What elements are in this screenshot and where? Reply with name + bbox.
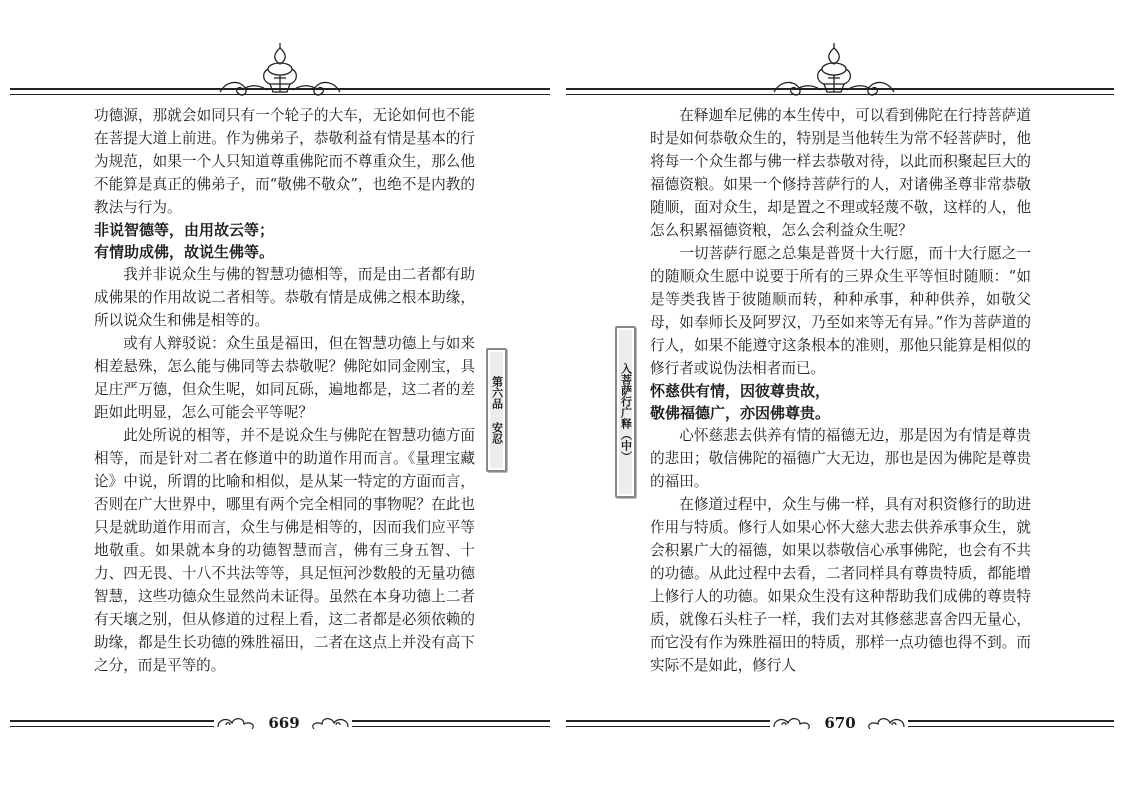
paragraph: 功德源，那就会如同只有一个轮子的大车，无论如何也不能在菩提大道上前进。作为佛弟子，恭敬利益有情是基本的行为规范，如果一个人只知道尊重佛陀而不尊重众生，那么他不能算是真正的佛弟子，而“敬佛不敬众”，也绝不是内教的教法与行为。 (94, 107, 475, 216)
cloud-ornament-icon (864, 713, 908, 733)
cloud-ornament-icon (214, 713, 258, 733)
paragraph: 一切菩萨行愿之总集是普贤十大行愿，而十大行愿之一的随顺众生愿中说要于所有的三界众生平等恒时随顺：“如是等类我皆于彼随顺而转，种种承事，种种供养，如敬父母，如奉师长及阿罗汉，乃至如来等无有异。”作为菩萨道的行人，如果不能遵守这条根本的准则，那他只能算是相似的修行者或说伪法相者而已。 (650, 245, 1031, 377)
paragraph: 此处所说的相等，并不是说众生与佛陀在智慧功德方面相等，而是针对二者在修道中的助道作用而言。《量理宝藏论》中说，所谓的比喻和相似，是从某一特定的方面而言，否则在广大世界中，哪里有两个完全相同的事物呢？在此也只是就助道作用而言，众生与佛是相等的，因而我们应平等地敬重。如果就本身的功德智慧而言，佛有三身五智、十力、四无畏、十八不共法等等，具足恒河沙数般的无量功德智慧，这些功德众生显然尚未证得。虽然在本身功德上二者有天壤之别，但从修道的过程上看，这二者都是必须依赖的助缘，都是生长功德的殊胜福田，二者在这点上并没有高下之分，而是平等的。 (94, 427, 475, 674)
cloud-ornament-icon (308, 713, 352, 733)
paragraph: 心怀慈悲去供养有情的福德无边，那是因为有情是尊贵的悲田；敬信佛陀的福德广大无边，那也是因为佛陀是尊贵的福田。 (650, 427, 1031, 490)
cloud-ornament-icon (770, 713, 814, 733)
verse-line: 非说智德等，由用故云等； (94, 221, 275, 239)
page-number: 670 (810, 714, 870, 732)
verse-line: 敬佛福德广，亦因佛尊贵。 (650, 404, 831, 422)
right-text-block (650, 104, 1031, 677)
dharma-wheel-ornament-icon (215, 40, 345, 100)
paragraph: 我并非说众生与佛的智慧功德相等，而是由二者都有助成佛果的作用故说二者相等。恭敬有情是成佛之根本助缘，所以说众生和佛是相等的。 (94, 266, 475, 329)
verse-line: 怀慈供有情，因彼尊贵故， (650, 382, 831, 400)
chapter-side-tab: 第六品 安忍 (486, 348, 507, 472)
left-page (0, 0, 561, 794)
right-page (562, 0, 1123, 794)
page-number: 669 (254, 714, 314, 732)
paragraph: 或有人辩驳说：众生虽是福田，但在智慧功德上与如来相差悬殊，怎么能与佛同等去恭敬呢？佛陀如同金刚宝，具足庄严万德，但众生呢，如同瓦砾，遍地都是，这二者的差距如此明显，怎么可能会平等呢？ (94, 335, 475, 421)
verse-line: 有情助成佛，故说生佛等。 (94, 243, 275, 261)
paragraph: 在释迦牟尼佛的本生传中，可以看到佛陀在行持菩萨道时是如何恭敬众生的，特别是当他转生为常不轻菩萨时，他将每一个众生都与佛一样去恭敬对待，以此而积聚起巨大的福德资粮。如果一个修持菩萨行的人，对诸佛圣尊非常恭敬随顺，面对众生，却是置之不理或轻蔑不敬，这样的人，他怎么积累福德资粮，怎么会利益众生呢？ (650, 107, 1031, 239)
dharma-wheel-ornament-icon (769, 40, 899, 100)
paragraph: 在修道过程中，众生与佛一样，具有对积资修行的助进作用与特质。修行人如果心怀大慈大悲去供养承事众生，就会积累广大的福德，如果以恭敬信心承事佛陀，也会有不共的功德。从此过程中去看，二者同样具有尊贵特质，都能增上修行人的功德。如果众生没有这种帮助我们成佛的尊贵特质，就像石头柱子一样，我们去对其修慈悲喜舍四无量心，而它没有作为殊胜福田的特质，那样一点功德也得不到。而实际不是如此，修行人 (650, 496, 1031, 674)
book-title-side-tab: 入菩萨行广释（中） (615, 326, 636, 498)
left-text-block (94, 104, 475, 677)
